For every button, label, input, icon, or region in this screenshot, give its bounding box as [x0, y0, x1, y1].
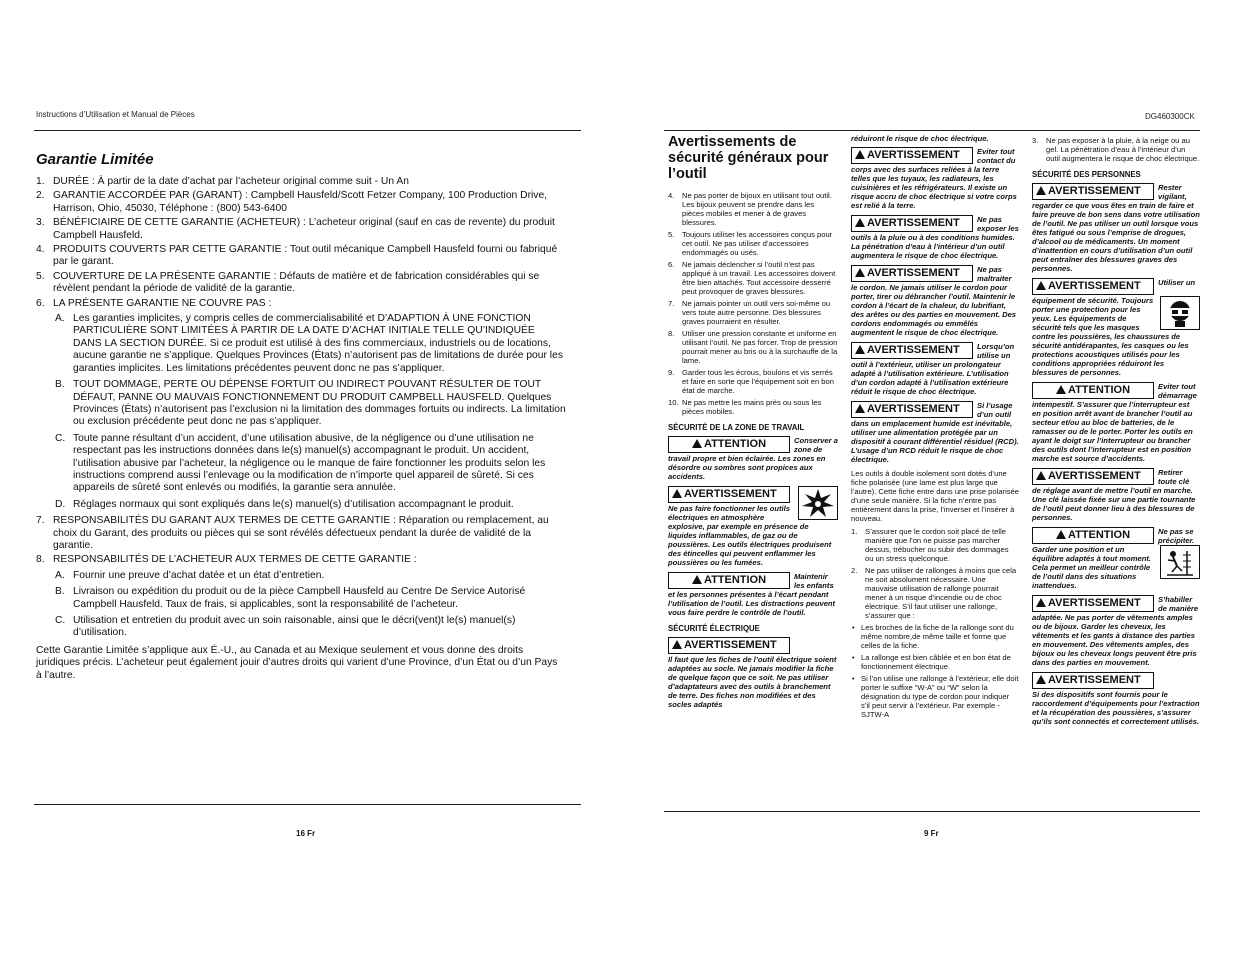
right-page-header: DG460300CK — [1145, 112, 1195, 121]
safety-item: 2. Ne pas utiliser de rallonges à moins que cela ne soit absolument nécessaire. Une mauvaise utilisation de rallonge pourrait mener à un risque d’incendie ou de choc électrique. S’il faut utiliser une rallonge, s’assurer que : — [851, 566, 1017, 620]
warning-triangle-icon — [1036, 598, 1046, 607]
warranty-item: 4. PRODUITS COUVERTS PAR CETTE GARANTIE : Tout outil mécanique Campbell Hausfeld fourni ou fabriqué par le garant. — [36, 244, 558, 268]
safety-item: 1. S’assurer que le cordon soit placé de telle manière que l’on ne puisse pas marcher dessus, trébucher ou subir des dommages ou un stress quelconque. — [851, 527, 1009, 563]
warning-triangle-icon — [672, 640, 682, 649]
warranty-subitem: D. Réglages normaux qui sont expliqués dans le(s) manuel(s) d’utilisation accompagnant le produit. — [55, 498, 514, 510]
safety-item: 9. Garder tous les écrous, boulons et vis serrés et faire en sorte que l’équipement soit en bon état de marche. — [668, 368, 834, 395]
warning-badge: AVERTISSEMENT — [851, 342, 973, 359]
warning-badge: AVERTISSEMENT — [668, 637, 790, 654]
polarized-plug-paragraph: Les outils à double isolement sont dotés d’une fiche polarisée (une lame est plus large que l’autre). Cette fiche entre dans une prise polarisée d’une seule manière. Si la fiche n’entre pas entièrement dans la prise, l’inverser et l’insérer à nouveau. — [851, 469, 1020, 523]
warning-triangle-icon — [855, 404, 865, 413]
warning-block: ATTENTION Conserver a zone de travail propre et bien éclairée. Les zones en désordre ou sombres sont propices aux accidents. — [668, 436, 838, 481]
warning-badge: AVERTISSEMENT — [1032, 672, 1154, 689]
warning-triangle-icon — [1036, 471, 1046, 480]
warning-block: AVERTISSEMENT Si des dispositifs sont fournis pour le raccordement d’équipements pour l’extraction et la récupération des poussières, s’assurer qu’ils sont connectés et correctement utilisés. — [1032, 674, 1200, 726]
warning-badge: AVERTISSEMENT — [668, 486, 790, 503]
warning-block: ATTENTION Ne pas se précipiter. Garder une position et un équilibre adaptés à tout moment. Cela permet un meilleur contrôle de l’outil dans des situations inattendues. — [1032, 527, 1200, 590]
warranty-subitem: C. Utilisation et entretien du produit avec un soin raisonable, ainsi que le décri(vent)t le(s) manuel(s) d’utilisation. — [55, 615, 516, 639]
warning-triangle-icon — [672, 489, 682, 498]
warning-block: AVERTISSEMENT Il faut que les fiches de l’outil électrique soient adaptées au socle. Ne jamais modifier la fiche de quelque façon que ce soit. Ne pas utiliser d’adaptateurs avec des outils à branchement de terre. Des fiches non modifiées et des socles adaptés — [668, 639, 837, 709]
warranty-subitem: B. Livraison ou expédition du produit ou de la pièce Campbell Hausfeld au Centre De Service Autorisé Campbell Hausfeld. Taux de frais, si applicables, sont la responsabilité de l’acheteur. — [55, 586, 526, 610]
safety-item: 5. Toujours utiliser les accessoires conçus pour cet outil. Ne pas utiliser d’accessoires endommagés ou usés. — [668, 230, 833, 257]
warning-badge: AVERTISSEMENT — [851, 147, 973, 164]
warning-triangle-icon — [855, 150, 865, 159]
left-top-rule — [34, 130, 581, 131]
attention-badge: ATTENTION — [1032, 382, 1154, 399]
warning-block: AVERTISSEMENT Retirer toute clé de réglage avant de mettre l’outil en marche. Une clé laissée fixée sur une partie tournante de l’outil peut donner lieu à des blessures de personnes. — [1032, 468, 1196, 522]
warning-badge: AVERTISSEMENT — [851, 215, 973, 232]
warning-block: AVERTISSEMENT Si l’usage d’un outil dans un emplacement humide est inévitable, utiliser une alimentation protégée par un dispositif à courant différentiel résiduel (RCD). L’usage d’un RCD réduit le risque de choc électrique. — [851, 401, 1019, 464]
warning-block: ATTENTION Maintenir les enfants et les personnes présentes à l’écart pendant l’utilisation de l’outil. Les distractions peuvent vous faire perdre le contrôle de l’outil. — [668, 572, 836, 617]
safety-item: 3. Ne pas exposer à la pluie, à la neige ou au gel. La pénétration d’eau à l’intérieur d’un outil augmentera le risque de choc électrique. — [1032, 136, 1200, 163]
warranty-subitem: A. Les garanties implicites, y compris celles de commercialisabilité et D’ADAPTION À UNE FONCTION PARTICULIÈRE SONT LIMITÉES À PARTIR DE LA DATE D’ACHAT INITIALE TELLE QU’INDIQUÉE DANS LA SECTION DURÉE. Si ce produit est utilisé à des fins commerciaux, industriels ou de locations, aucune garantie ne s’applique. Quelques Provinces (États) n’autorisent pas de limitations de durée pour les garanties implicites. Les limitations précédentes peuvent donc ne pas s’appliquer. — [55, 313, 563, 374]
warranty-subitem: A. Fournir une preuve d’achat datée et un état d’entretien. — [55, 569, 325, 581]
warning-triangle-icon — [692, 439, 702, 448]
warning-block: AVERTISSEMENT Lorsqu’on utilise un outil à l’extérieur, utiliser un prolongateur adapté à l’utilisation extérieure. L’utilisation d’un cordon adapté à l’utilisation extérieure réduit le risque de choc électrique. — [851, 342, 1015, 396]
warning-triangle-icon — [855, 218, 865, 227]
right-top-rule — [664, 130, 1200, 131]
safety-item: 6. Ne jamais déclencher si l’outil n’est pas appliqué à un travail. Les accessoires doivent être bien attachés. Tout accessoire desserré peut provoquer de graves blessures. — [668, 260, 836, 296]
warning-triangle-icon — [855, 268, 865, 277]
warranty-item: 3. BÉNÉFICIAIRE DE CETTE GARANTIE (ACHETEUR) : L’acheteur original (sauf en cas de revente) du produit Campbell Hausfeld. — [36, 217, 555, 241]
left-bottom-rule — [34, 804, 581, 805]
warranty-subitem: B. TOUT DOMMAGE, PERTE OU DÉPENSE FORTUIT OU INDIRECT POUVANT RÉSULTER DE TOUT DÉFAUT, PANNE OU MAUVAIS FONCTIONNEMENT DU PRODUIT CAMPBELL HAUSFELD. Quelques Provinces (États) n’autorisent pas l’exclusion ni la limitation des dommages fortuits ou indirects. La limitation ou exclusion précédente peut donc ne pas s’appliquer. — [55, 379, 566, 428]
warning-block: AVERTISSEMENT Ne pas faire fonctionner les outils électriques en atmosphère explosive, par exemple en présence de liquides inflammables, de gaz ou de poussières. Les outils électriques produisent des étincelles qui peuvent enflammer les poussières ou les fumées. — [668, 486, 838, 567]
warning-block: AVERTISSEMENT Rester vigilant, regarder ce que vous êtes en train de faire et faire preuve de bon sens dans votre utilisation de l’outil. Ne pas utiliser un outil lorsque vous êtes fatigué ou sous l’emprise de drogues, d’alcool ou de médicaments. Un moment d’inattention en cours d’utilisation d’un outil peut entraîner des blessures graves des personnes. — [1032, 183, 1200, 273]
falling-person-icon — [1160, 545, 1200, 579]
explosion-icon — [798, 486, 838, 520]
safety-item: 7. Ne jamais pointer un outil vers soi-même ou vers toute autre personne. Des blessures graves pourraient en résulter. — [668, 299, 831, 326]
warranty-closing: Cette Garantie Limitée s’applique aux É.-U., au Canada et au Mexique seulement et vous donne des droits juridiques précis. L’acheteur peut également jouir d’autres droits qui varient d’une Province, d’un État ou d’un Pays à l’autre. — [36, 644, 558, 681]
warranty-item: 6. LA PRÉSENTE GARANTIE NE COUVRE PAS : A. Les garanties implicites, y compris celles de commercialisabilité et D’ADAPTION À UNE FONCTION PARTICULIÈRE SONT LIMITÉES À PARTIR DE LA DATE D’ACHAT INITIALE TELLE QU’INDIQUÉE DANS LA SECTION DURÉE. Si ce produit est utilisé à des fins commerciaux, industriels ou de locations, aucune garantie ne s’applique. Quelques Provinces (États) n’autorisent pas de limitations de durée pour les garanties implicites. Les limitations précédentes peuvent donc ne pas s’appliquer. B. TOUT DOMMAGE, PERTE OU DÉPENSE FORTUIT OU INDIRECT POUVANT RÉSULTER DE TOUT DÉFAUT, PANNE OU MAUVAIS FONCTIONNEMENT DU PRODUIT CAMPBELL HAUSFELD. Quelques Provinces (États) n’autorisent pas l’exclusion ni la limitation des dommages fortuits ou indirects. La limitation ou exclusion précédente peut donc ne pas s’appliquer. C. Toute panne résultant d’un accident, d’une utilisation abusive, de la négligence ou d’une utilisation ne respectant pas les instructions données dans le(s) manuel(s) accompagnant le produit. Un accident, l’utilisation abusive par l’acheteur, la négligence ou le manque de faire fonctionner les produits selon les instructions comprend aussi l’enlevage ou la modification de n’importe quel appareil de sûreté. Si ces appareils de sûreté sont enlevés ou modifiés, la garantie sera annulée. D. Réglages normaux qui sont expliqués dans le(s) manuel(s) d’utilisation accompagnant le produit. — [36, 297, 566, 510]
warning-block: AVERTISSEMENT S’habiller de manière adaptée. Ne pas porter de vêtements amples ou de bijoux. Garder les cheveux, les vêtements et les gants à distance des parties en mouvement. Des vêtements amples, des bijoux ou les cheveux longs peuvent être pris dans des parties en mouvement. — [1032, 595, 1199, 667]
right-bottom-rule — [664, 811, 1200, 812]
attention-badge: ATTENTION — [1032, 527, 1154, 544]
safety-item: 4. Ne pas porter de bijoux en utilisant tout outil. Les bijoux peuvent se prendre dans les pièces mobiles et mener à de graves blessures. — [668, 191, 832, 227]
warning-block: AVERTISSEMENT Ne pas exposer les outils à la pluie ou à des conditions humides. La pénétration d’eau à l’intérieur d’un outil augmentera le risque de choc électrique. — [851, 215, 1019, 260]
left-page-number: 16 Fr — [296, 829, 316, 838]
bullet-item: • Si l’on utilise une rallonge à l’extérieur, elle doit porter le suffixe “W-A” ou “W” selon la désignation du type de cordon pour indiquer s’il peut servir à l’extérieur. Par exemple - SJTW-A — [852, 674, 1019, 719]
warranty-item: 2. GARANTIE ACCORDÉE PAR (GARANT) : Campbell Hausfeld/Scott Fetzer Company, 100 Production Drive, Harrison, Ohio, 45030, Téléphone : (800) 543-6400 — [36, 190, 548, 214]
warranty-item: 7. RESPONSABILITÉS DU GARANT AUX TERMES DE CETTE GARANTIE : Réparation ou remplacement, au choix du Garant, des produits ou pièces qui se sont révélés défectueux pendant la durée de validité de la garantie. — [36, 515, 549, 551]
warning-triangle-icon — [692, 575, 702, 584]
warning-badge: AVERTISSEMENT — [851, 265, 973, 282]
warning-badge: AVERTISSEMENT — [1032, 468, 1154, 485]
warning-triangle-icon — [1036, 281, 1046, 290]
warning-badge: AVERTISSEMENT — [1032, 278, 1154, 295]
left-page-header: Instructions d’Utilisation et Manual de Pièces — [36, 110, 195, 119]
warning-badge: AVERTISSEMENT — [1032, 595, 1154, 612]
warning-block: AVERTISSEMENT Eviter tout contact du corps avec des surfaces reliées à la terre telles que les tuyaux, les radiateurs, les cuisinières et les réfrigérateurs. Il existe un risque accru de choc électrique si votre corps est relié à la terre. — [851, 147, 1017, 210]
bullet-item: • Les broches de la fiche de la rallonge sont du même nombre,de même taille et forme que celles de la fiche. — [852, 623, 1014, 650]
warning-triangle-icon — [855, 345, 865, 354]
safety-item: 10. Ne pas mettre les mains près ou sous les pièces mobiles. — [668, 398, 822, 416]
section-heading-electrical: SÉCURITÉ ÉLECTRIQUE — [668, 624, 760, 633]
warning-badge: AVERTISSEMENT — [1032, 183, 1154, 200]
warning-block: ATTENTION Eviter tout démarrage intempestif. S’assurer que l’interrupteur est en position arrêt avant de brancher l’outil au secteur et/ou au bloc de batteries, de le ramasser ou de le porter. Porter les outils en ayant le doigt sur l’interrupteur ou brancher des outils dont l’interrupteur est en position marche est source d’accidents. — [1032, 382, 1197, 463]
section-heading-personal: SÉCURITÉ DES PERSONNES — [1032, 170, 1141, 179]
attention-badge: ATTENTION — [668, 572, 790, 589]
warning-triangle-icon — [1036, 186, 1046, 195]
section-heading-work-area: SÉCURITÉ DE LA ZONE DE TRAVAIL — [668, 423, 805, 432]
warning-triangle-icon — [1036, 675, 1046, 684]
attention-badge: ATTENTION — [668, 436, 790, 453]
safety-title: Avertissements de sécurité généraux pour l’outil — [668, 134, 829, 182]
warning-triangle-icon — [1056, 385, 1066, 394]
safety-column-2: réduiront le risque de choc électrique. AVERTISSEMENT Eviter tout contact du corps avec des surfaces reliées à la terre telles que les tuyaux, les radiateurs, les cuisinières et les réfrigérateurs. Il existe un risque accru de choc électrique si votre corps est relié à la terre. AVERTISSEMENT Ne pas exposer les outils à la pluie ou à des conditions humides. La pénétration d’eau à l’intérieur d’un outil augmentera le risque de choc électrique. AVERTISSEMENT Ne pas maltraiter le cordon. Ne jamais utiliser le cordon pour porter, tirer ou débrancher l’outil. Maintenir le cordon à l’écart de la chaleur, du lubrifiant, des arêtes ou des parties en mouvement. Des cordons endommagés ou emmêlés augmentent le risque de choc électrique. AVERTISSEMENT Lorsqu’on utilise un outil à l’extérieur, utiliser un prolongateur adapté à l’utilisation extérieure. L’utilisation d’un cordon adapté à l’utilisation extérieure réduit le risque de choc électrique. AVERTISSEMENT Si l’usage d’un outil dans un emplacement humide est inévitable, utiliser une alimentation protégée par un dispositif à courant différentiel résiduel (RCD). L’usage d’un RCD réduit le risque de choc électrique. Les outils à double isolement sont dotés d’une fiche polarisée (une lame est plus large que l’autre). Cette fiche entre dans une prise polarisée d’une seule manière. Si la fiche n’entre pas entièrement dans la prise, l’inverser et l’insérer à nouveau. 1. S’assurer que le cordon soit placé de telle manière que l’on ne puisse pas marcher dessus, trébucher ou subir des dommages ou un stress quelconque. 2. Ne pas utiliser de rallonges à moins que cela ne soit absolument nécessaire. Une mauvaise utilisation de rallonge pourrait mener à un risque d’incendie ou de choc électrique. S’il faut utiliser une rallonge, s’assurer que : • Les broches de la fiche de la rallonge sont du même nombre,de même taille et forme que celles de la fiche. • La rallonge est bien câblée et en bon état de fonctionnement électrique. • Si l’on utilise une rallonge à l’extérieur, elle doit porter le suffixe “W-A” ou “W” selon la désignation du type de cordon pour indiquer s’il peut servir à l’extérieur. Par exemple - SJTW-A — [851, 134, 1020, 719]
safety-item: 8. Utiliser une pression constante et uniforme en utilisant l’outil. Ne pas forcer. Trop de pression pourrait mener au bris ou à la surchauffe de la lame. — [668, 329, 838, 365]
warranty-body — [36, 176, 566, 682]
warranty-item: 1. DURÉE : À partir de la date d’achat par l’acheteur original comme suit - Un An — [36, 176, 409, 187]
warning-block: AVERTISSEMENT Utiliser un équipement de sécurité. Toujours porter une protection pour les yeux. Les équipements de sécurité tels que les masques contre les poussières, les chaussures de sécurité antidérapantes, les casques ou les protections acoustiques utilisés pour les conditions appropriées réduiront les blessures de personnes. — [1032, 278, 1200, 377]
warranty-item: 8. RESPONSABILITÉS DE L’ACHETEUR AUX TERMES DE CETTE GARANTIE : A. Fournir une preuve d’achat datée et un état d’entretien. B. Livraison ou expédition du produit ou de la pièce Campbell Hausfeld au Centre De Service Autorisé Campbell Hausfeld. Taux de frais, si applicables, sont la responsabilité de l’acheteur. C. Utilisation et entretien du produit avec un soin raisonable, ainsi que le décri(vent)t le(s) manuel(s) d’utilisation. — [36, 554, 566, 639]
warranty-item: 5. COUVERTURE DE LA PRÉSENTE GARANTIE : Défauts de matière et de fabrication considérables qui se révèlent pendant la période de validité de la garantie. — [36, 270, 540, 295]
warranty-subitem: C. Toute panne résultant d’un accident, d’une utilisation abusive, de la négligence ou d’une utilisation ne respectant pas les instructions données dans le(s) manuel(s) accompagnant le produit. Un accident, l’utilisation abusive par l’acheteur, la négligence ou le manque de faire fonctionner les produits selon les instructions comprend aussi l’enlevage ou la modification de n’importe quel appareil de sûreté. Si ces appareils de sûreté sont enlevés ou modifiés, la garantie sera annulée. — [55, 432, 546, 494]
warning-badge: AVERTISSEMENT — [851, 401, 973, 418]
safety-column-3 — [1032, 136, 1200, 731]
safety-goggles-icon — [1160, 296, 1200, 330]
warning-block: AVERTISSEMENT Ne pas maltraiter le cordon. Ne jamais utiliser le cordon pour porter, tirer ou débrancher l’outil. Maintenir le cordon à l’écart de la chaleur, du lubrifiant, des arêtes ou des parties en mouvement. Des cordons endommagés ou emmêlés augmentent le risque de choc électrique. — [851, 265, 1017, 337]
warranty-title: Garantie Limitée — [36, 151, 154, 168]
right-page-number: 9 Fr — [924, 829, 939, 838]
bullet-item: • La rallonge est bien câblée et en bon état de fonctionnement électrique. — [852, 653, 1011, 671]
safety-column-1 — [668, 191, 838, 714]
warning-triangle-icon — [1056, 530, 1066, 539]
